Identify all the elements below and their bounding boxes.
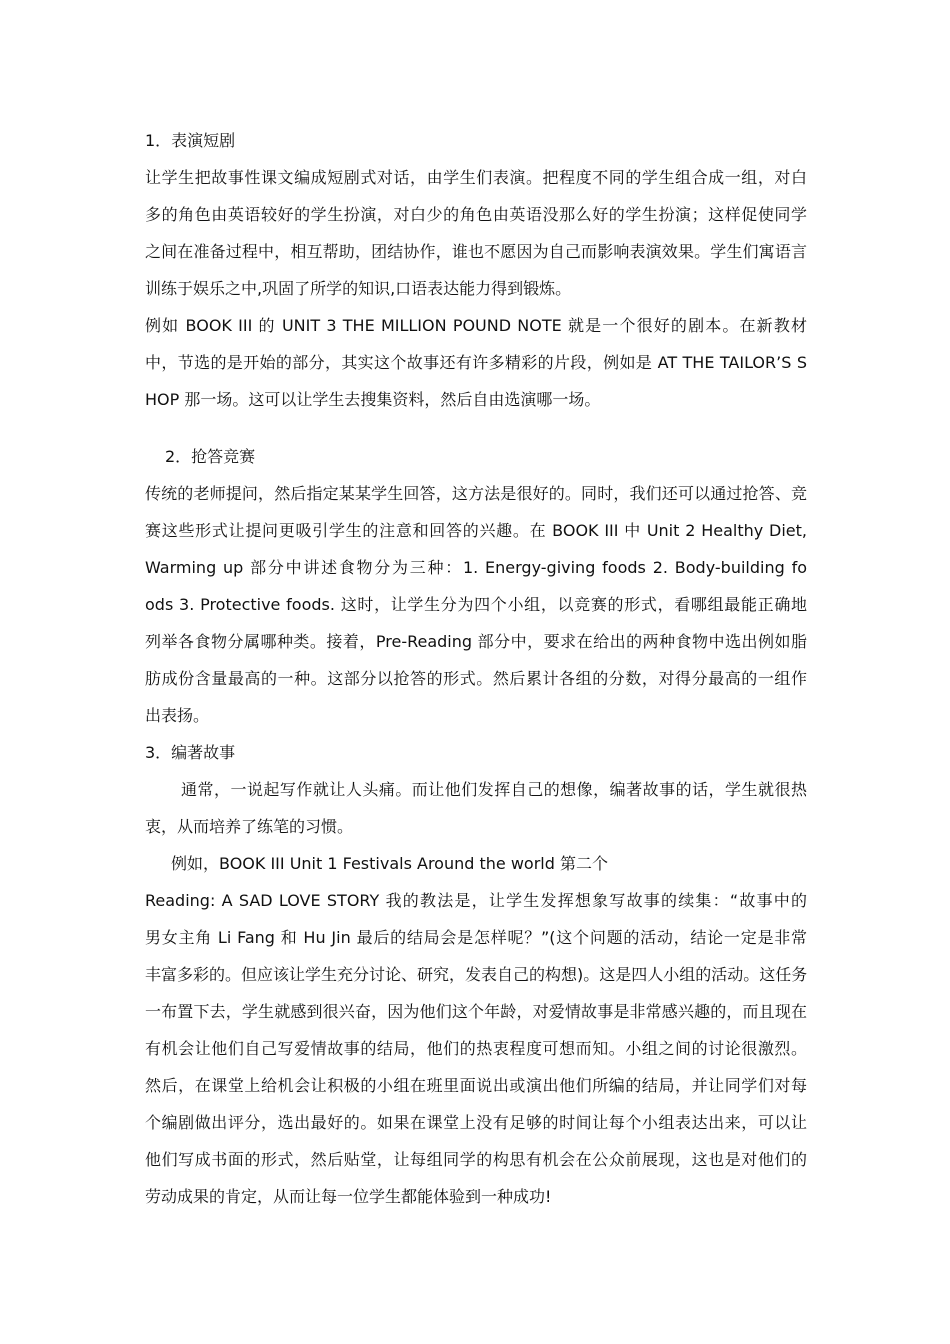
text-line: 然后，在课堂上给机会让积极的小组在班里面说出或演出他们所编的结局，并让同学们对每: [145, 1076, 807, 1095]
document-body: [145, 122, 807, 1215]
section-heading-3: 3．编著故事: [145, 743, 236, 762]
text-line: 训练于娱乐之中,巩固了所学的知识,口语表达能力得到锻炼。: [145, 279, 572, 298]
text-line: 男女主角 Li Fang 和 Hu Jin 最后的结局会是怎样呢？”(这个问题的活动，结论一定是非常: [145, 928, 807, 947]
text-line: HOP 那一场。这可以让学生去搜集资料，然后自由选演哪一场。: [145, 390, 601, 409]
paragraph-skit-example: [145, 307, 807, 418]
section-heading-1: 1．表演短剧: [145, 131, 236, 150]
section-gap: [145, 418, 807, 438]
text-line: 让学生把故事性课文编成短剧式对话，由学生们表演。把程度不同的学生组合成一组，对白: [145, 168, 807, 187]
text-line: 出表扬。: [145, 706, 210, 725]
text-line: 衷，从而培养了练笔的习惯。: [145, 817, 354, 836]
text-line: 例如，BOOK III Unit 1 Festivals Around the world 第二个: [171, 854, 608, 873]
text-line: 赛这些形式让提问更吸引学生的注意和回答的兴趣。在 BOOK III 中 Unit 2 Healthy Diet,: [145, 521, 807, 540]
paragraph-story-example: [145, 845, 807, 1215]
text-line: Warming up 部分中讲述食物分为三种：1. Energy-giving foods 2. Body-building fo: [145, 558, 807, 577]
text-line: 中，节选的是开始的部分，其实这个故事还有许多精彩的片段，例如是 AT THE TAILOR’S S: [145, 353, 807, 372]
text-line: 通常，一说起写作就让人头痛。而让他们发挥自己的想像，编著故事的话，学生就很热: [181, 780, 807, 799]
text-line: 之间在准备过程中，相互帮助，团结协作，谁也不愿因为自己而影响表演效果。学生们寓语言: [145, 242, 807, 261]
text-line: 劳动成果的肯定，从而让每一位学生都能体验到一种成功!: [145, 1187, 552, 1206]
paragraph-skit-description: [145, 159, 807, 307]
text-line: ods 3. Protective foods. 这时，让学生分为四个小组，以竞赛的形式，看哪组最能正确地: [145, 595, 807, 614]
text-line: 他们写成书面的形式，然后贴堂，让每组同学的构思有机会在公众前展现，这也是对他们的: [145, 1150, 807, 1169]
text-line: 个编剧做出评分，选出最好的。如果在课堂上没有足够的时间让每个小组表达出来，可以让: [145, 1113, 807, 1132]
text-line: 例如 BOOK III 的 UNIT 3 THE MILLION POUND NOTE 就是一个很好的剧本。在新教材: [145, 316, 807, 335]
text-line: 一布置下去，学生就感到很兴奋，因为他们这个年龄，对爱情故事是非常感兴趣的，而且现在: [145, 1002, 807, 1021]
text-line: 多的角色由英语较好的学生扮演，对白少的角色由英语没那么好的学生扮演；这样促使同学: [145, 205, 807, 224]
text-line: 有机会让他们自己写爱情故事的结局，他们的热衷程度可想而知。小组之间的讨论很激烈。: [145, 1039, 807, 1058]
section-heading-2: 2．抢答竞赛: [165, 447, 256, 466]
text-line: Reading: A SAD LOVE STORY 我的教法是，让学生发挥想象写故事的续集：“故事中的: [145, 891, 807, 910]
paragraph-story-intro: [145, 771, 807, 845]
text-line: 肪成份含量最高的一种。这部分以抢答的形式。然后累计各组的分数，对得分最高的一组作: [145, 669, 807, 688]
text-line: 列举各食物分属哪种类。接着，Pre-Reading 部分中，要求在给出的两种食物中选出例如脂: [145, 632, 807, 651]
text-line: 丰富多彩的。但应该让学生充分讨论、研究，发表自己的构想)。这是四人小组的活动。这任务: [145, 965, 808, 984]
paragraph-quiz-competition: [145, 475, 807, 734]
text-line: 传统的老师提问，然后指定某某学生回答，这方法是很好的。同时，我们还可以通过抢答、竞: [145, 484, 807, 503]
